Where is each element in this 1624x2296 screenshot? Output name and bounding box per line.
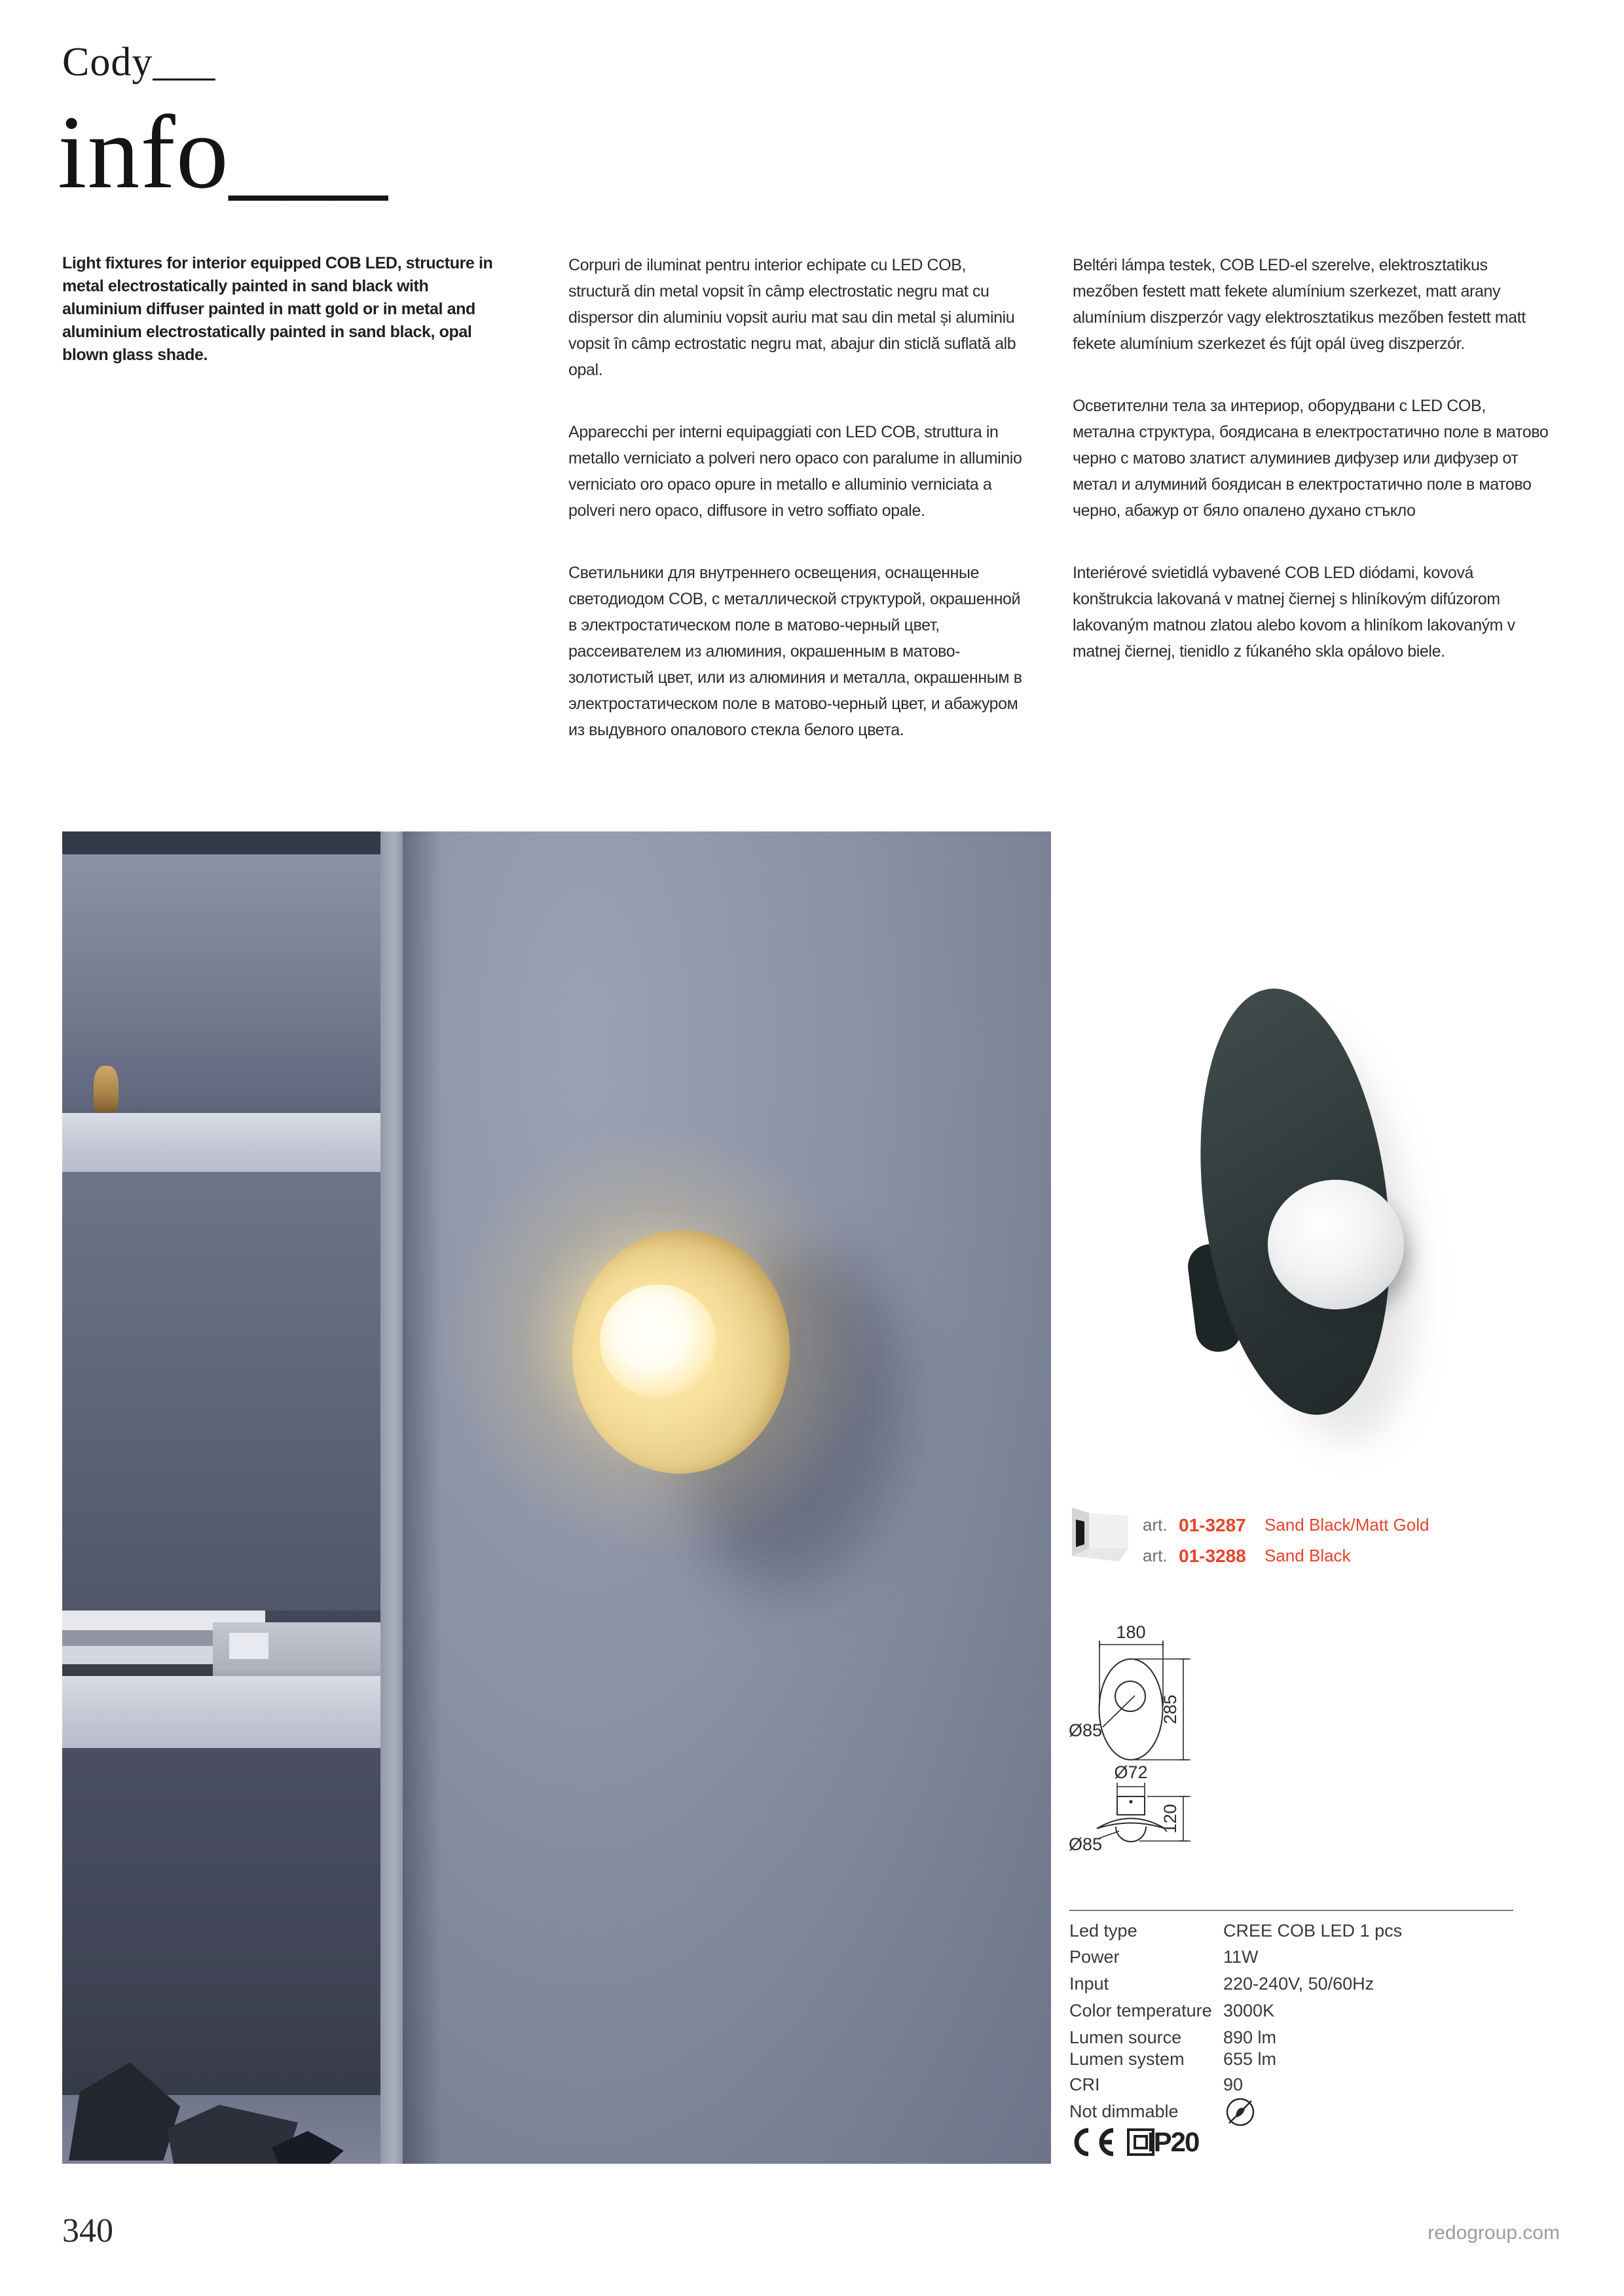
spec-row <box>1069 2102 1528 2124</box>
article-finish: Sand Black/Matt Gold <box>1264 1515 1430 1535</box>
website-url: redogroup.com <box>1428 2222 1560 2244</box>
spec-row <box>1069 2075 1528 2097</box>
spec-value: 90 <box>1223 2075 1244 2094</box>
shelf-board <box>62 1676 403 1748</box>
spec-label: Power <box>1069 1947 1120 1967</box>
description-column-3 <box>1073 252 1551 701</box>
wall-mount-corner-icon <box>1071 1508 1130 1564</box>
dim-height: 285 <box>1160 1694 1180 1724</box>
description-column-1 <box>62 252 494 403</box>
spec-divider <box>1069 1910 1513 1911</box>
product-glass-sphere <box>1268 1180 1404 1309</box>
description-it: Apparecchi per interni equipaggiati con LED COB, struttura in metallo verniciato a polveri nero opaco con paralume in alluminio verniciato oro opaco opure in metallo e alluminio verniciata a polveri nero opaco, diffusore in vetro soffiato opale. <box>568 423 1022 520</box>
spec-label: Lumen source <box>1069 2028 1182 2047</box>
spec-value: CREE COB LED 1 pcs <box>1223 1921 1403 1941</box>
book-label <box>229 1633 268 1659</box>
product-photo <box>1061 969 1565 1499</box>
description-sk: Interiérové svietidlá vybavené COB LED diódami, kovová konštrukcia lakovaná v matnej čiernej s hliníkovým difúzorom lakovaným matnou zlatou alebo kovom a hliníkom lakovaným v matnej čiernej, tienidlo z fúkaného skla opálovo biele. <box>1073 564 1515 661</box>
article-code: 01-3288 <box>1179 1546 1246 1566</box>
wall-backdrop <box>403 831 1051 2164</box>
shelving-unit <box>62 831 403 2164</box>
description-ru: Светильники для внутреннего освещения, оснащенные светодиодом COB, с металлической структурой, окрашенной в электростатическом поле в матово-черный цвет, рассеивателем из алюминия, окрашенным в матово-золотистый цвет, или из алюминия и металла, окрашенным в электростатическом поле в матово-черный цвет, и абажуром из выдувного опалового стекла белого цвета. <box>568 564 1022 739</box>
dim-side-diffuser: Ø85 <box>1069 1834 1103 1854</box>
spec-label: CRI <box>1069 2075 1100 2094</box>
article-finish: Sand Black <box>1264 1546 1351 1565</box>
spec-value: 220-240V, 50/60Hz <box>1223 1974 1375 1994</box>
dimension-drawing <box>1048 1607 1401 1899</box>
lamp-glass-sphere <box>600 1285 716 1397</box>
spec-label: Lumen system <box>1069 2049 1185 2069</box>
crossed-dimmer-icon <box>1222 2094 1259 2130</box>
spec-row <box>1069 2049 1528 2071</box>
spec-value: 3000K <box>1223 2001 1275 2020</box>
article-code: 01-3287 <box>1179 1515 1246 1535</box>
book <box>62 1664 226 1677</box>
shelf-top-shadow <box>62 831 403 854</box>
description-en: Light fixtures for interior equipped COB LED, structure in metal electrostatically painted in sand black with aluminium diffuser painted in matt gold or in metal and aluminium electrostatically painted in sand black, opal blown glass shade. <box>62 254 493 364</box>
shelf-board <box>62 1113 403 1172</box>
ambient-photo <box>62 831 1051 2164</box>
page-title: info___ <box>58 94 388 210</box>
shelf-niche-bottom <box>62 1748 403 2115</box>
wall-corner-shadow <box>403 831 442 2164</box>
shelf-side-panel <box>380 831 403 2164</box>
spec-label: Input <box>1069 1974 1109 1994</box>
spec-value: 890 lm <box>1223 2028 1277 2047</box>
spec-label: Color temperature <box>1069 2001 1212 2020</box>
spec-row <box>1069 1947 1528 1969</box>
dim-mount: Ø72 <box>1114 1762 1148 1782</box>
ip-rating: IP20 <box>1147 2126 1199 2157</box>
spec-row <box>1069 1921 1528 1943</box>
spec-label: Led type <box>1069 1921 1137 1941</box>
spec-label: Not dimmable <box>1069 2102 1179 2121</box>
spec-row <box>1069 2001 1528 2023</box>
article-prefix: art. <box>1143 1546 1168 1565</box>
dim-front-diffuser: Ø85 <box>1069 1721 1103 1740</box>
spec-row <box>1069 2028 1528 2050</box>
spec-value: 655 lm <box>1223 2049 1277 2069</box>
dim-depth: 120 <box>1160 1804 1180 1834</box>
dim-width: 180 <box>1116 1622 1146 1642</box>
shelf-niche-middle <box>62 1172 403 1611</box>
ce-mark-icon <box>1067 2128 1118 2157</box>
spec-row <box>1069 1974 1528 1996</box>
certifications <box>1067 2126 1199 2159</box>
description-bg: Осветителни тела за интериор, оборудвани с LED COB, метална структура, боядисана в електростатично поле в матово черно с матово златист алуминиев дифузер или дифузер от метал и алуминий боядисан в електростатично поле в матово черно, абажур от бяло опалено духано стъкло <box>1073 397 1549 520</box>
product-name: Cody___ <box>62 40 216 84</box>
description-hu: Beltéri lámpa testek, COB LED-el szerelve, elektrosztatikus mezőben festett matt fekete alumínium szerkezet, matt arany alumínium diszperzór vagy elektrosztatikus mezőben festett matt fekete alumínium szerkezet és fújt opál üveg diszperzór. <box>1073 256 1526 353</box>
description-column-2 <box>568 252 1027 779</box>
description-ro: Corpuri de iluminat pentru interior echipate cu LED COB, structură din metal vopsit în câmp electrostatic negru mat cu dispersor din aluminiu vopsit auriu mat sau din metal și aluminiu vopsit în câmp ectrostatic negru mat, abajur din sticlă suflată alb opal. <box>568 256 1016 379</box>
article-prefix: art. <box>1143 1515 1168 1535</box>
shelf-object-gold <box>94 1066 119 1113</box>
page-number: 340 <box>62 2212 113 2250</box>
spec-value: 11W <box>1223 1947 1259 1967</box>
